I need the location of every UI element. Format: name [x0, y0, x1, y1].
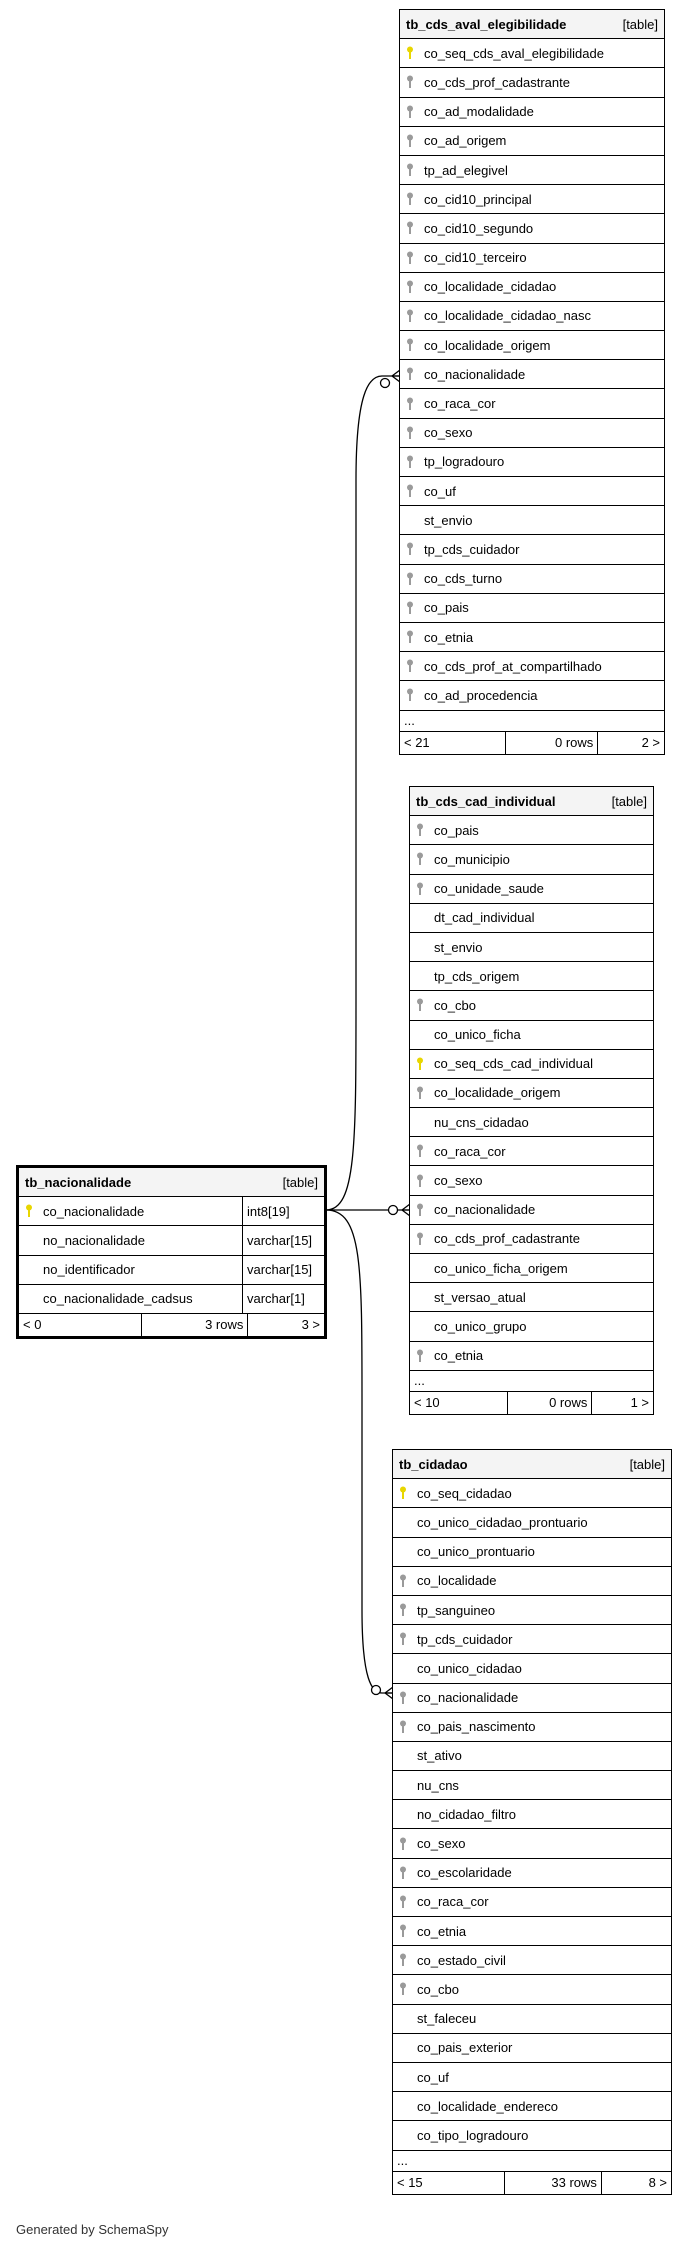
foreign-key-icon: [400, 572, 420, 586]
column-name: co_nacionalidade: [434, 1202, 536, 1218]
foreign-key-icon: [393, 1924, 413, 1938]
column-type: varchar[15]: [242, 1256, 324, 1284]
column-name: co_etnia: [424, 629, 474, 645]
foreign-key-icon: [393, 1603, 413, 1617]
column-row[interactable]: [393, 1567, 671, 1596]
row-count: 0 rows: [507, 1392, 592, 1414]
column-row[interactable]: [393, 2005, 671, 2034]
foreign-key-icon: [393, 1895, 413, 1909]
foreign-key-icon: [400, 280, 420, 294]
more-columns-row: [410, 1371, 653, 1392]
table-header[interactable]: [400, 10, 664, 39]
column-name: co_seq_cds_aval_elegibilidade: [424, 45, 604, 61]
foreign-key-icon: [410, 1203, 430, 1217]
column-row[interactable]: [393, 2034, 671, 2063]
column-row[interactable]: [400, 506, 664, 535]
foreign-key-icon: [400, 105, 420, 119]
column-row[interactable]: [393, 2092, 671, 2121]
column-name: co_cds_prof_cadastrante: [424, 74, 570, 90]
column-row[interactable]: [400, 594, 664, 623]
table-header[interactable]: [410, 787, 653, 816]
table-tb-nacionalidade[interactable]: [16, 1165, 327, 1339]
column-row[interactable]: [400, 244, 664, 273]
table-kind: [table]: [611, 793, 647, 809]
column-row[interactable]: [410, 845, 653, 874]
column-row[interactable]: [393, 1771, 671, 1800]
table-tb-cds-cad-individual[interactable]: [409, 786, 654, 1415]
table-name: tb_cds_aval_elegibilidade: [406, 16, 567, 32]
parents-link[interactable]: < 10: [414, 1395, 440, 1411]
column-name: co_ad_origem: [424, 133, 507, 149]
column-row[interactable]: [410, 1079, 653, 1108]
foreign-key-icon: [393, 1982, 413, 1996]
column-name: co_ad_modalidade: [424, 104, 534, 120]
foreign-key-icon: [400, 484, 420, 498]
column-row[interactable]: [410, 1342, 653, 1371]
column-row[interactable]: [400, 360, 664, 389]
column-row[interactable]: [410, 1312, 653, 1341]
column-name: co_etnia: [417, 1923, 467, 1939]
parents-link[interactable]: < 21: [404, 735, 430, 750]
column-name: co_nacionalidade: [417, 1690, 519, 1706]
column-row[interactable]: [400, 185, 664, 214]
foreign-key-icon: [400, 75, 420, 89]
column-row[interactable]: [410, 1225, 653, 1254]
column-row[interactable]: [400, 419, 664, 448]
column-name: co_raca_cor: [424, 396, 496, 412]
column-row[interactable]: [400, 273, 664, 302]
column-row[interactable]: [19, 1256, 324, 1285]
column-name: co_localidade_origem: [424, 337, 551, 353]
column-row[interactable]: [400, 389, 664, 418]
column-name: co_etnia: [434, 1348, 484, 1364]
column-name: tp_cds_cuidador: [424, 541, 520, 557]
generated-by-footer: Generated by SchemaSpy: [16, 2222, 169, 2237]
column-name: co_tipo_logradouro: [417, 2127, 529, 2143]
column-row[interactable]: [19, 1226, 324, 1255]
foreign-key-icon: [410, 1174, 430, 1188]
column-row[interactable]: [400, 156, 664, 185]
foreign-key-icon: [400, 134, 420, 148]
column-row[interactable]: [400, 623, 664, 652]
column-name: co_ad_procedencia: [424, 687, 538, 703]
table-footer: [400, 732, 664, 754]
column-row[interactable]: [393, 1538, 671, 1567]
column-name: co_seq_cds_cad_individual: [434, 1056, 594, 1072]
column-name: st_envio: [434, 939, 483, 955]
table-kind: [table]: [282, 1174, 318, 1190]
column-name: co_unico_prontuario: [417, 1544, 535, 1560]
column-name: co_sexo: [434, 1173, 483, 1189]
column-name: co_cds_prof_cadastrante: [434, 1231, 580, 1247]
column-name: co_unico_cidadao_prontuario: [417, 1514, 588, 1530]
column-row[interactable]: [393, 1917, 671, 1946]
more-columns-row: [400, 711, 664, 732]
column-row[interactable]: [393, 1829, 671, 1858]
column-type: int8[19]: [242, 1197, 324, 1225]
column-row[interactable]: [410, 1254, 653, 1283]
column-row[interactable]: [400, 477, 664, 506]
column-name: co_escolaridade: [417, 1865, 512, 1881]
column-type: varchar[1]: [242, 1285, 324, 1313]
foreign-key-icon: [393, 1632, 413, 1646]
foreign-key-icon: [400, 251, 420, 265]
column-name: st_faleceu: [417, 2011, 477, 2027]
foreign-key-icon: [400, 601, 420, 615]
table-header[interactable]: [393, 1450, 671, 1479]
column-row[interactable]: [410, 1196, 653, 1225]
column-name: dt_cad_individual: [434, 910, 535, 926]
column-name: co_cbo: [434, 997, 476, 1013]
column-row[interactable]: [393, 1742, 671, 1771]
column-row[interactable]: [393, 2121, 671, 2150]
column-name: tp_ad_elegivel: [424, 162, 508, 178]
column-row[interactable]: [400, 652, 664, 681]
column-name: co_cbo: [417, 1981, 459, 1997]
column-name: co_localidade_cidadao_nasc: [424, 308, 591, 324]
more-columns-row: [393, 2151, 671, 2172]
table-name: tb_cidadao: [399, 1456, 468, 1472]
column-row[interactable]: [393, 2063, 671, 2092]
column-row[interactable]: [410, 1108, 653, 1137]
foreign-key-icon: [400, 221, 420, 235]
column-name: tp_cds_origem: [434, 968, 520, 984]
column-row[interactable]: [393, 1888, 671, 1917]
foreign-key-icon: [400, 542, 420, 556]
primary-key-icon: [410, 1057, 430, 1071]
column-name: co_raca_cor: [417, 1894, 489, 1910]
column-name: tp_logradouro: [424, 454, 505, 470]
foreign-key-icon: [410, 1232, 430, 1246]
column-name: co_unico_grupo: [434, 1318, 527, 1334]
column-name: co_pais: [424, 600, 469, 616]
foreign-key-icon: [410, 823, 430, 837]
table-tb-cds-aval-elegibilidade[interactable]: [399, 9, 665, 755]
column-name: co_pais_nascimento: [417, 1719, 536, 1735]
column-name: co_localidade_cidadao: [424, 279, 557, 295]
column-name: co_nacionalidade_cadsus: [43, 1291, 193, 1307]
row-count: 0 rows: [505, 732, 597, 754]
primary-key-icon: [393, 1486, 413, 1500]
children-link[interactable]: 8 >: [601, 2172, 671, 2194]
foreign-key-icon: [400, 397, 420, 411]
foreign-key-icon: [410, 1349, 430, 1363]
foreign-key-icon: [393, 1866, 413, 1880]
column-name: co_nacionalidade: [424, 366, 526, 382]
column-row[interactable]: [400, 39, 664, 68]
column-name: co_sexo: [424, 425, 473, 441]
column-row[interactable]: [393, 1479, 671, 1508]
column-name: co_pais: [434, 822, 479, 838]
column-row[interactable]: [393, 1684, 671, 1713]
foreign-key-icon: [400, 367, 420, 381]
column-row[interactable]: [393, 1625, 671, 1654]
relationship-optional-marker: [381, 379, 390, 388]
foreign-key-icon: [393, 1953, 413, 1967]
foreign-key-icon: [393, 1720, 413, 1734]
table-tb-cidadao[interactable]: [392, 1449, 672, 2195]
parents-link[interactable]: < 15: [397, 2175, 423, 2190]
column-row[interactable]: [400, 331, 664, 360]
column-name: co_raca_cor: [434, 1143, 506, 1159]
children-link[interactable]: 1 >: [591, 1392, 653, 1414]
column-name: co_localidade_endereco: [417, 2098, 558, 2114]
column-name: co_nacionalidade: [43, 1203, 145, 1219]
table-name: tb_nacionalidade: [25, 1174, 132, 1190]
column-row[interactable]: [410, 875, 653, 904]
column-name: st_ativo: [417, 1748, 462, 1764]
column-row[interactable]: [393, 1508, 671, 1537]
column-name: co_cds_prof_at_compartilhado: [424, 658, 602, 674]
more-columns-ellipsis: ...: [397, 2153, 408, 2168]
table-name: tb_cds_cad_individual: [416, 793, 556, 809]
column-name: co_unidade_saude: [434, 881, 544, 897]
column-row[interactable]: [410, 991, 653, 1020]
relationship-cidadao-nacionalidade: [326, 1210, 393, 1693]
column-row[interactable]: [400, 565, 664, 594]
column-name: co_unico_ficha_origem: [434, 1260, 568, 1276]
foreign-key-icon: [410, 998, 430, 1012]
foreign-key-icon: [400, 192, 420, 206]
foreign-key-icon: [400, 163, 420, 177]
foreign-key-icon: [393, 1691, 413, 1705]
children-link[interactable]: 3 >: [247, 1314, 324, 1336]
column-row[interactable]: [410, 1050, 653, 1079]
column-row[interactable]: [410, 1021, 653, 1050]
column-name: co_cid10_principal: [424, 191, 532, 207]
column-row[interactable]: [400, 98, 664, 127]
column-row[interactable]: [393, 1859, 671, 1888]
foreign-key-icon: [400, 455, 420, 469]
foreign-key-icon: [400, 309, 420, 323]
table-kind: [table]: [622, 16, 658, 32]
column-row[interactable]: [400, 448, 664, 477]
column-name: co_cds_turno: [424, 571, 503, 587]
parents-link[interactable]: < 0: [23, 1317, 42, 1333]
foreign-key-icon: [400, 630, 420, 644]
column-name: co_unico_cidadao: [417, 1660, 522, 1676]
column-name: co_unico_ficha: [434, 1027, 521, 1043]
primary-key-icon: [19, 1204, 39, 1218]
column-row[interactable]: [410, 962, 653, 991]
column-name: no_nacionalidade: [43, 1232, 145, 1248]
foreign-key-icon: [410, 852, 430, 866]
column-row[interactable]: [410, 1166, 653, 1195]
foreign-key-icon: [400, 688, 420, 702]
column-name: co_uf: [424, 483, 456, 499]
column-name: co_pais_exterior: [417, 2040, 513, 2056]
column-row[interactable]: [410, 933, 653, 962]
table-footer: [19, 1314, 324, 1336]
column-type: varchar[15]: [242, 1226, 324, 1254]
relationship-aval-nacionalidade: [326, 376, 400, 1210]
column-name: nu_cns_cidadao: [434, 1114, 529, 1130]
column-row[interactable]: [393, 1946, 671, 1975]
foreign-key-icon: [393, 1837, 413, 1851]
column-row[interactable]: [410, 816, 653, 845]
column-row[interactable]: [400, 535, 664, 564]
column-row[interactable]: [400, 127, 664, 156]
column-name: co_localidade: [417, 1573, 497, 1589]
table-footer: [410, 1392, 653, 1414]
column-row[interactable]: [400, 302, 664, 331]
column-row[interactable]: [400, 68, 664, 97]
column-name: co_uf: [417, 2069, 449, 2085]
column-name: st_envio: [424, 512, 473, 528]
more-columns-ellipsis: ...: [404, 713, 415, 728]
table-header[interactable]: [19, 1168, 324, 1197]
primary-key-icon: [400, 46, 420, 60]
column-row[interactable]: [393, 1800, 671, 1829]
column-name: co_localidade_origem: [434, 1085, 561, 1101]
foreign-key-icon: [400, 426, 420, 440]
column-row[interactable]: [410, 1137, 653, 1166]
foreign-key-icon: [400, 659, 420, 673]
column-row[interactable]: [19, 1285, 324, 1314]
column-name: st_versao_atual: [434, 1289, 526, 1305]
foreign-key-icon: [410, 1144, 430, 1158]
column-name: no_identificador: [43, 1262, 135, 1278]
column-row[interactable]: [393, 1975, 671, 2004]
row-count: 33 rows: [504, 2172, 601, 2194]
column-row[interactable]: [393, 1713, 671, 1742]
column-name: co_cid10_segundo: [424, 220, 534, 236]
column-name: nu_cns: [417, 1777, 459, 1793]
column-name: co_sexo: [417, 1836, 466, 1852]
children-link[interactable]: 2 >: [597, 732, 664, 754]
column-row[interactable]: [393, 1654, 671, 1683]
column-name: co_seq_cidadao: [417, 1485, 512, 1501]
column-name: tp_sanguineo: [417, 1602, 496, 1618]
column-row[interactable]: [410, 1283, 653, 1312]
column-name: tp_cds_cuidador: [417, 1631, 513, 1647]
foreign-key-icon: [410, 882, 430, 896]
foreign-key-icon: [400, 338, 420, 352]
foreign-key-icon: [410, 1086, 430, 1100]
column-name: co_estado_civil: [417, 1952, 506, 1968]
column-row[interactable]: [410, 904, 653, 933]
column-row[interactable]: [19, 1197, 324, 1226]
column-name: co_municipio: [434, 851, 510, 867]
table-footer: [393, 2172, 671, 2194]
row-count: 3 rows: [141, 1314, 247, 1336]
relationship-optional-marker: [372, 1686, 381, 1695]
table-kind: [table]: [629, 1456, 665, 1472]
column-name: co_cid10_terceiro: [424, 250, 527, 266]
column-row[interactable]: [393, 1596, 671, 1625]
relationship-optional-marker: [389, 1206, 398, 1215]
column-row[interactable]: [400, 681, 664, 710]
column-name: no_cidadao_filtro: [417, 1806, 517, 1822]
more-columns-ellipsis: ...: [414, 1373, 425, 1389]
foreign-key-icon: [393, 1574, 413, 1588]
column-row[interactable]: [400, 214, 664, 243]
